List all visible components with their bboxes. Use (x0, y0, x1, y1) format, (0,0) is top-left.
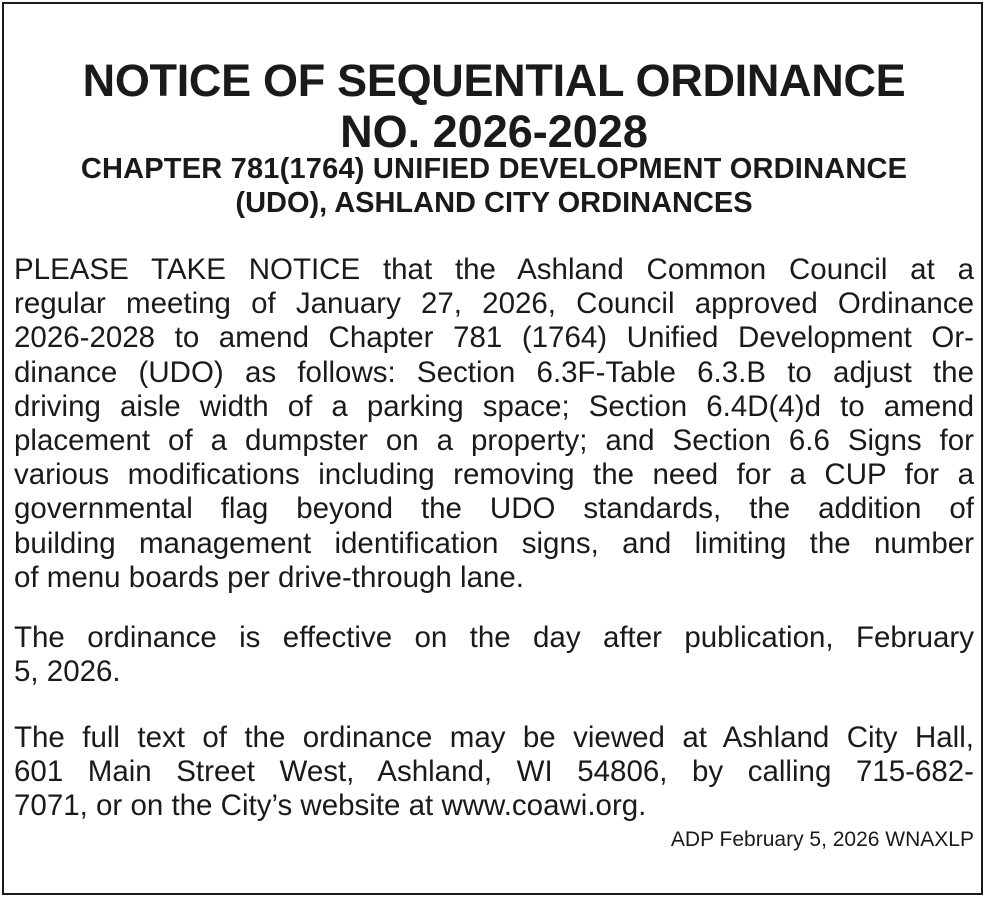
publication-footer: ADP February 5, 2026 WNAXLP (670, 828, 974, 851)
notice-paragraph-1 (14, 253, 974, 595)
paragraph-line: 601 Main Street West, Ashland, WI 54806, by calling 715-682- (14, 755, 974, 789)
paragraph-line: The ordinance is effective on the day after publication, February (14, 621, 974, 654)
notice-subtitle-line-2: (UDO), ASHLAND CITY ORDINANCES (235, 187, 753, 219)
paragraph-line: building management identification signs, and limiting the number (14, 526, 974, 560)
paragraph-line: 2026-2028 to amend Chapter 781 (1764) Unified Development Or- (14, 321, 974, 355)
paragraph-line: The full text of the ordinance may be viewed at Ashland City Hall, (14, 721, 974, 754)
notice-title-line-2: NO. 2026-2028 (340, 106, 648, 157)
paragraph-line: PLEASE TAKE NOTICE that the Ashland Common Council at a (14, 253, 974, 286)
paragraph-line: regular meeting of January 27, 2026, Council approved Ordinance (14, 287, 974, 321)
paragraph-line: placement of a dumpster on a property; and Section 6.6 Signs for (14, 423, 974, 457)
notice-subtitle-line-1: CHAPTER 781(1764) UNIFIED DEVELOPMENT ORDINANCE (80, 153, 908, 185)
notice-paragraph-2 (14, 621, 974, 689)
paragraph-line: 7071, or on the City’s website at www.coawi.org. (14, 789, 647, 823)
paragraph-line: 5, 2026. (14, 655, 121, 689)
notice-paragraph-3 (14, 721, 974, 824)
notice-title-line-1: NOTICE OF SEQUENTIAL ORDINANCE (82, 55, 906, 106)
paragraph-line: of menu boards per drive-through lane. (14, 560, 524, 594)
paragraph-line: dinance (UDO) as follows: Section 6.3F-Table 6.3.B to adjust the (14, 355, 974, 389)
paragraph-line: governmental flag beyond the UDO standards, the addition of (14, 492, 974, 526)
paragraph-line: various modifications including removing the need for a CUP for a (14, 458, 974, 492)
paragraph-line: driving aisle width of a parking space; Section 6.4D(4)d to amend (14, 389, 974, 423)
